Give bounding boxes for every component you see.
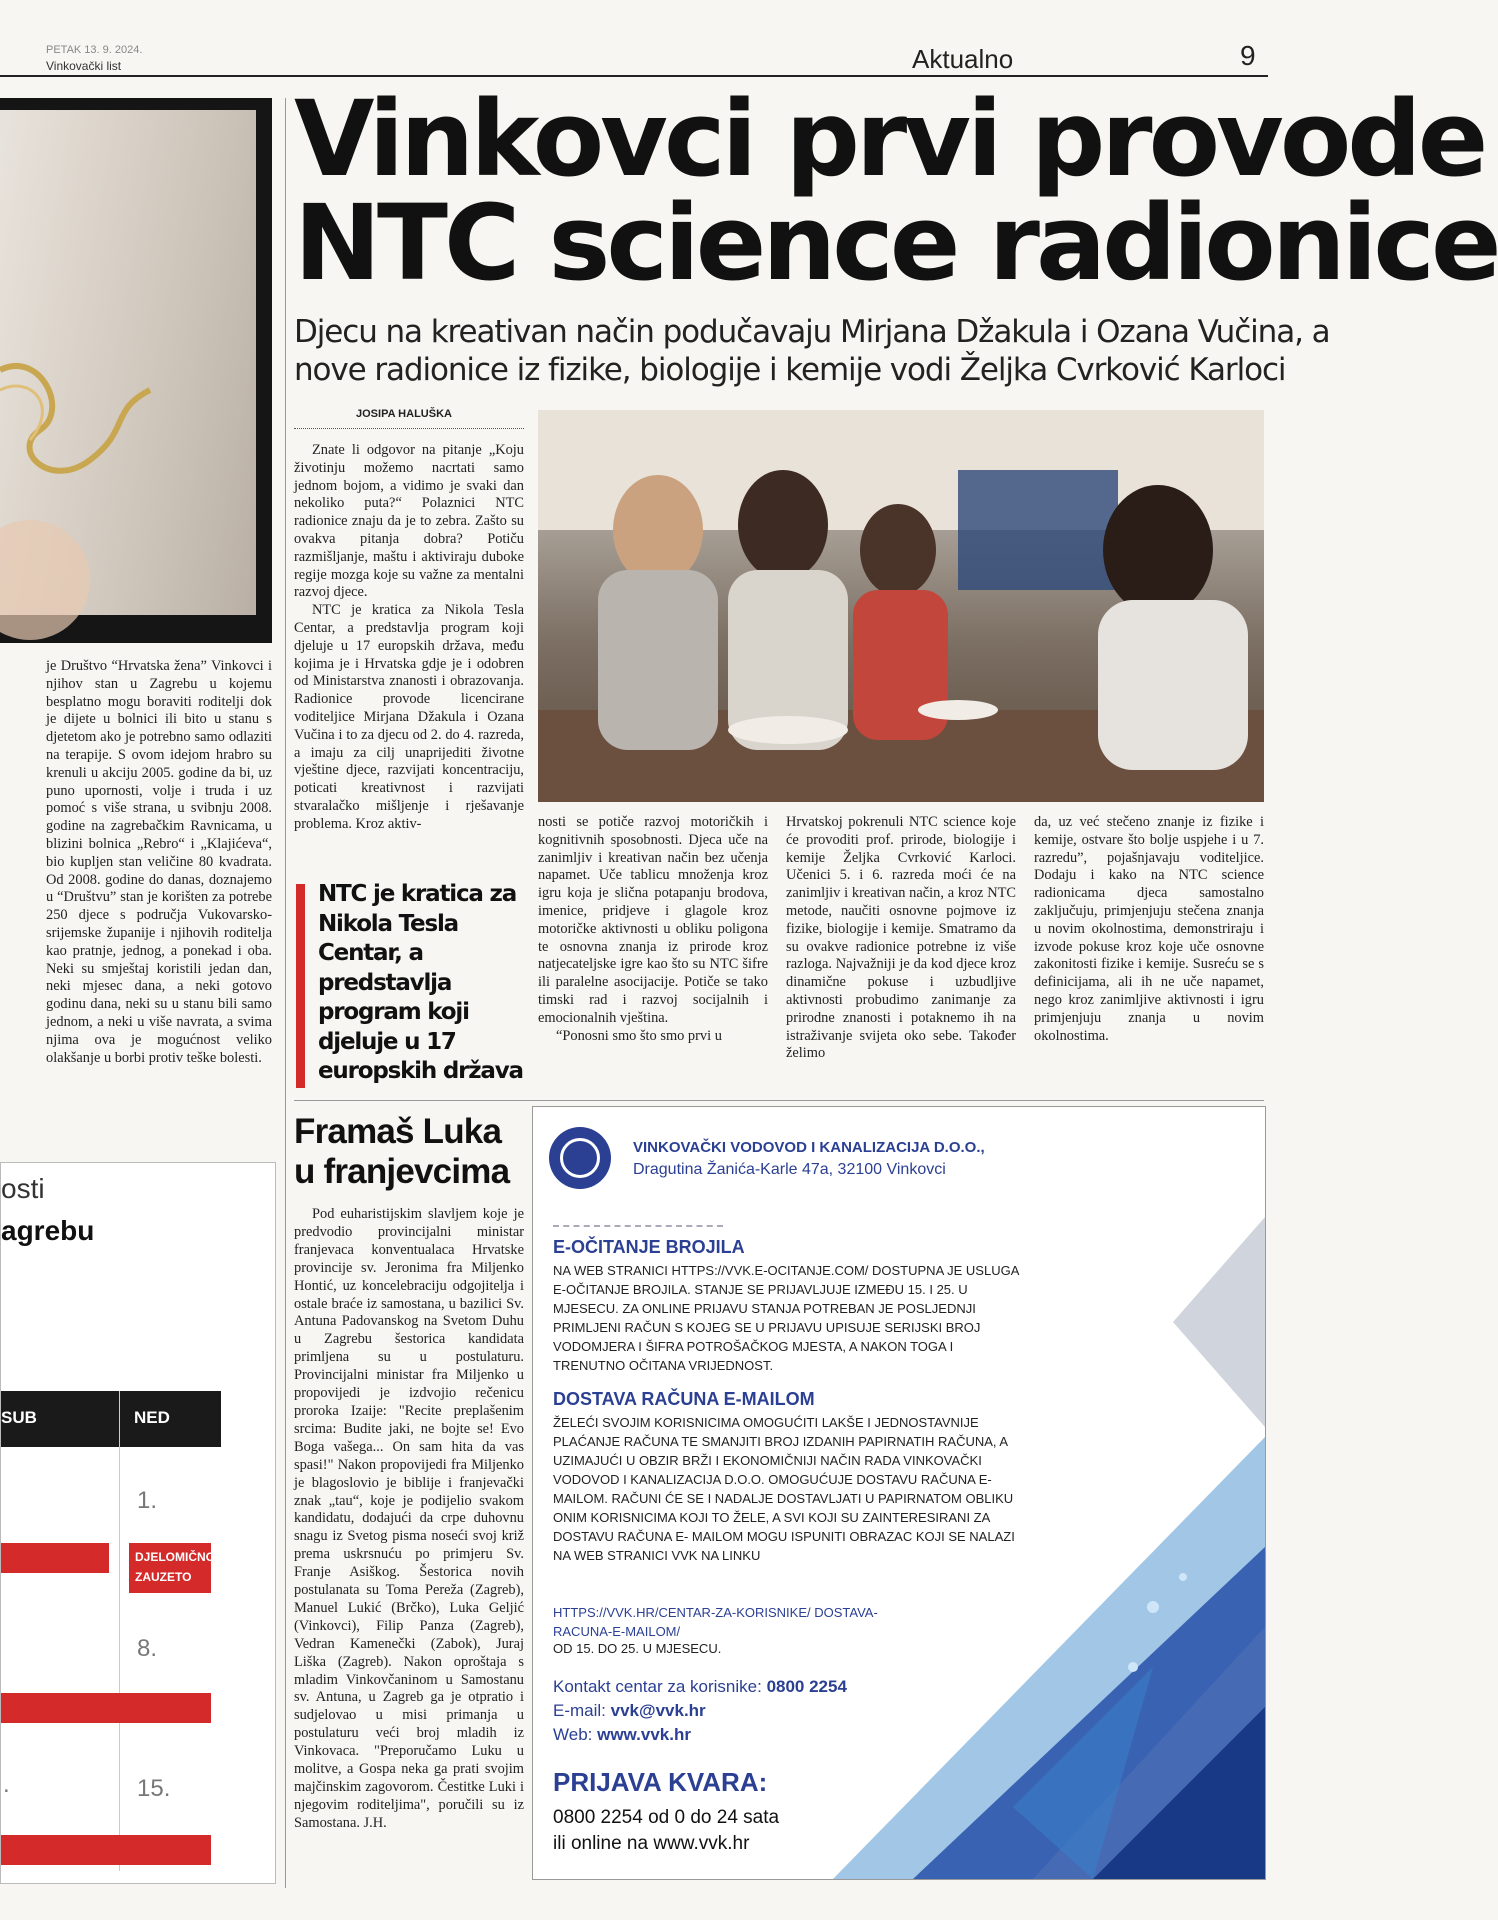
byline-rule [294, 428, 524, 429]
calendar-image [0, 1162, 276, 1884]
calendar-booked-bar [1, 1693, 211, 1723]
logo-circle-icon [560, 1138, 600, 1178]
left-photo [0, 110, 256, 615]
ad-section2-link[interactable]: HTTPS://VVK.HR/CENTAR-ZA-KORISNIKE/ DOSTAVA-RACUNA-E-MAILOM/ [553, 1605, 878, 1639]
calendar-title-1: osti [1, 1173, 45, 1204]
vertical-divider-left [285, 98, 286, 1888]
ad-contact-phone[interactable]: 0800 2254 [766, 1677, 847, 1696]
calendar-day-8: 8. [137, 1635, 158, 1662]
gold-ribbon-graphic [0, 110, 256, 615]
vvk-logo [549, 1127, 611, 1189]
ad-section1-text: NA WEB STRANICI HTTPS://VVK.E-OCITANJE.COM/ DOSTUPNA JE USLUGA E-OČITANJE BROJILA. STANJE SE PRIJAVLJUJE IZMEĐU 15. I 25. U MJESECU. ZA ONLINE PRIJAVU STANJA POTREBAN JE POSLJEDNJI PRIMLJENI RAČUN S KOJEG SE U PRIJAVU UPISUJE SERIJSKI BROJ VODOMJERA I ŠIFRA POTROŠAČKOG MJESTA, A NAKON TOGA I TRENUTNO OČITANA VRIJEDNOST. [553, 1263, 1019, 1373]
masthead-paper: Vinkovački list [46, 59, 122, 73]
article-deck-line1: Djecu na kreativan način podučavaju Mirjana Džakula i Ozana Vučina, a [294, 314, 1330, 350]
ad-fault-title: PRIJAVA KVARA: [553, 1767, 768, 1797]
article-paragraph: “Ponosni smo što smo prvi u [556, 1027, 722, 1044]
calendar-partial-label: DJELOMIČNO ZAUZETO [129, 1543, 211, 1593]
masthead-date: PETAK 13. 9. 2024. [46, 44, 143, 56]
article-byline: JOSIPA HALUŠKA [356, 408, 452, 420]
calendar-col-sub: SUB [1, 1408, 37, 1427]
ad-section2-title: DOSTAVA RAČUNA E-MAILOM [553, 1389, 815, 1409]
ad-web-label: Web: [553, 1725, 593, 1744]
ad-web[interactable]: www.vvk.hr [597, 1725, 691, 1744]
ad-email-line [553, 1701, 706, 1721]
article-column-1 [294, 442, 524, 834]
workshop-photo-illustration [538, 410, 1264, 802]
ad-section2-period: OD 15. DO 25. U MJESECU. [553, 1641, 722, 1656]
pullquote-text: NTC je kratica za Nikola Tesla Centar, a predstavlja program koji djeluje u 17 europskih država [318, 881, 523, 1084]
ad-fault-line2: ili online na www.vvk.hr [553, 1833, 750, 1854]
calendar-dot: . [3, 1771, 10, 1798]
article-deck-line2: nove radionice iz fizike, biologije i kemije vodi Željka Cvrković Karloci [294, 352, 1286, 388]
ad-contact-label: Kontakt centar za korisnike: [553, 1677, 762, 1696]
article-paragraph: da, uz već stečeno znanje iz fizike i kemije, ostvare što bolje uspjehe i u 7. razredu”, pojašnjavaju voditeljice. Dodaju i kako na NTC science radionicama djeca samostalno zaključuju, primjenjuju stečena znanja u novim okolnostima, demonstriraju i izvode pokuse kroz koje uče osnovne zakonitosti fizike i kemije. Susreću se s definicijama, ali ih ne uče napamet, nego kroz zanimljive aktivnosti i igru primjenjuju znanja u novim okolnostima. [1034, 814, 1264, 1044]
calendar-col-divider [119, 1391, 120, 1871]
masthead-rule [0, 75, 1268, 77]
side-story-text [294, 1206, 524, 1833]
ad-company-name: VINKOVAČKI VODOVOD I KANALIZACIJA D.O.O., [633, 1139, 985, 1156]
ad-fault-line1: 0800 2254 od 0 do 24 sata [553, 1807, 780, 1828]
ad-contact-line [553, 1677, 847, 1697]
ad-email-label: E-mail: [553, 1701, 606, 1720]
article-paragraph: Hrvatskoj pokrenuli NTC science koje će provoditi prof. prirode, biologije i kemije Željka Cvrković Karloci. Učenici 5. i 6. razreda moći će na zanimljiv i kreativan način, a kroz NTC metode, naučiti osnovne pojmove iz fizike, biologije i kemije. Smatramo da su ovakve radionice potrebne iz više razloga. Najvažniji je da kod djece kroz dinamične pokuse i uzbudljive aktivnosti probudimo zanimanje za prirodne znanosti i potaknemo ih na istraživanje svijeta oko sebe. Također želimo [786, 814, 1016, 1062]
side-story-headline-line1: Framaš Luka [294, 1112, 502, 1151]
page-number: 9 [1240, 40, 1256, 71]
article-column-2 [538, 814, 768, 1045]
horizontal-divider [294, 1100, 1264, 1101]
ad-dashed-rule [553, 1225, 723, 1227]
pullquote-bar [296, 884, 305, 1088]
side-story-headline-line2: u franjevcima [294, 1152, 510, 1191]
article-paragraph: nosti se potiče razvoj motoričkih i kognitivnih sposobnosti. Djeca uče na zanimljiv i kreativan način bez učenja napamet. Uče tablicu množenja kroz igru koja je slična potapanju brodova, imenice, pridjeve i glagole kroz motoričke aktivnosti u obliku poligona te osnovna znanja iz prirode kroz natjecateljske igre kao što su NTC šifre ili paralelne asocijacije. Potiče se tako timski rad i razvoj socijalnih i emocionalnih vještina. [538, 814, 768, 1026]
calendar-title-2: agrebu [1, 1215, 95, 1246]
section-name: Aktualno [912, 44, 1014, 74]
ad-section1-title: E-OČITANJE BROJILA [553, 1237, 745, 1257]
calendar-col-ned: NED [134, 1408, 170, 1427]
ad-web-line [553, 1725, 691, 1745]
vvk-advertisement [532, 1106, 1266, 1880]
article-paragraph: NTC je kratica za Nikola Tesla Centar, a predstavlja program koji djeluje u 17 europskih država, među kojima je i Hrvatska gdje je i odobren od Ministarstva znanosti i obrazovanja. Radionice provode licencirane voditeljice Mirjana Džakula i Ozana Vučina i to za djecu od 2. do 4. razreda, a imaju za cilj unaprijediti životne vještine djece, razvijati koncentraciju, poticati kreativnost i razvijati stvaralačko mišljenje i rješavanje problema. Kroz aktiv- [294, 602, 524, 832]
calendar-day-15: 15. [137, 1775, 171, 1802]
side-story-paragraph: Pod euharistijskim slavljem koje je predvodio provincijalni ministar franjevaca konventualaca Hrvatske provincije sv. Jeronima fra Miljenko Hontić, uz koncelebraciju odgojitelja i ostale braće iz samostana, u bazilici Sv. Antuna Padovanskog na Svetom Duhu u Zagrebu šestorica kandidata primljena su u postulaturu. Provincijalni ministar fra Miljenko u propovijedi je izdvojio rečenicu proroka Izaije: "Recite preplašenim srcima: Budite jaki, ne bojte se! Evo Boga vašega... On sam hita da vas spasi!" Nakon propovijedi fra Miljenko je blagoslovio je biblije i franjevački znak „tau“, koje je podijelio svakom kandidatu, dodajući da crpe duhovnu snagu iz Svetog pisma noseći svoj križ prema uskrsnuću po primjeru Sv. Franje Asiškog. Šestorica novih postulanata su Toma Pereža (Zagreb), Manuel Lukić (Brčko), Luka Geljić (Vinkovci), Filip Panza (Zagreb), Vedran Kamenečki (Zabok), Juraj Liška (Zagreb). Nakon oproštaja s mladim Vinkovčaninom u Samostanu sv. Antuna, u Zagreb ga je otpratio i sudjelovao u misi primanja u postulaturu veći broj mladih iz Vinkovaca. "Preporučamo Luku u molitve, a Gospa neka ga prati svojim majčinskim zagovorom. Čestitke Luki i njegovim roditeljima", poručili su iz Samostana. J.H. [294, 1206, 524, 1831]
article-column-3 [786, 814, 1016, 1063]
article-headline-line2: NTC science radionice [294, 182, 1498, 304]
ad-email[interactable]: vvk@vvk.hr [610, 1701, 706, 1720]
ad-company-address: Dragutina Žanića-Karle 47a, 32100 Vinkovci [633, 1161, 946, 1178]
article-photo [538, 410, 1264, 802]
left-story-paragraph: je Društvo “Hrvatska žena” Vinkovci i njihov stan u Zagrebu u kojemu besplatno mogu boraviti roditelji dok je dijete u bolnici ili bito u stanu s djetetom ako je potrebno samo odlaziti na terapije. S ovom idejom hrabro su krenuli u akciju 2005. godine da bi, uz puno upornosti, volje i truda i uz pomoć s više strana, u svibnju 2008. godine na zagrebačkim Ravnicama, u blizini bolnica „Rebro“ i „Klajićeva“, bio kupljen stan veličine 80 kvadrata. Od 2008. godine do danas, doznajemo u “Društvu” stan je korišten za potrebe 250 djece s područja Vukovarsko-srijemske županije i njihovih roditelja kao pratnje, jednog, a ponekad i oba. Neki su smještaj koristili jedan dan, neki mjesec dana, a neki gotovo godinu dana, neki su u stanu bili samo jednom, a neki u više navrata, a svima njima ova je mogućnost veliko olakšanje u borbi protiv teške bolesti. [46, 658, 272, 1066]
left-story-text [46, 658, 272, 1067]
article-paragraph: Znate li odgovor na pitanje „Koju životinju možemo nacrtati samo jednom bojom, a vidimo je svaki dan nekoliko puta?“ Polaznici NTC radionice znaju da je to zebra. Zašto su ovakva pitanja dobra? Potiču razmišljanje, maštu i aktiviraju duboke regije mozga koje su važne za mentalni razvoj djece. [294, 442, 524, 601]
calendar-day-1: 1. [137, 1487, 158, 1514]
calendar-booked-bar [1, 1543, 109, 1573]
ad-section2-text: ŽELEĆI SVOJIM KORISNICIMA OMOGUĆITI LAKŠE I JEDNOSTAVNIJE PLAĆANJE RAČUNA TE SMANJITI BROJ IZDANIH PAPIRNATIH RAČUNA, A UZIMAJUĆI U OBZIR BRŽI I EKONOMIČNIJI NAČIN RADA VINKOVAČKI VODOVOD I KANALIZACIJA D.O.O. OMOGUĆUJE DOSTAVU RAČUNA E-MAILOM. RAČUNI ĆE SE I NADALJE DOSTAVLJATI U PAPIRNATOM OBLIKU ONIM KORISNICIMA KOJI TO ŽELE, A SVI KOJI SU ZAINTERESIRANI ZA DOSTAVU RAČUNA E- MAILOM MOGU ISPUNITI OBRAZAC KOJI SE NALAZI NA WEB STRANICI VVK NA LINKU [553, 1415, 1015, 1563]
calendar-booked-bar [1, 1835, 211, 1865]
article-column-4 [1034, 814, 1264, 1045]
article-headline-line1: Vinkovci prvi provode [294, 78, 1485, 200]
